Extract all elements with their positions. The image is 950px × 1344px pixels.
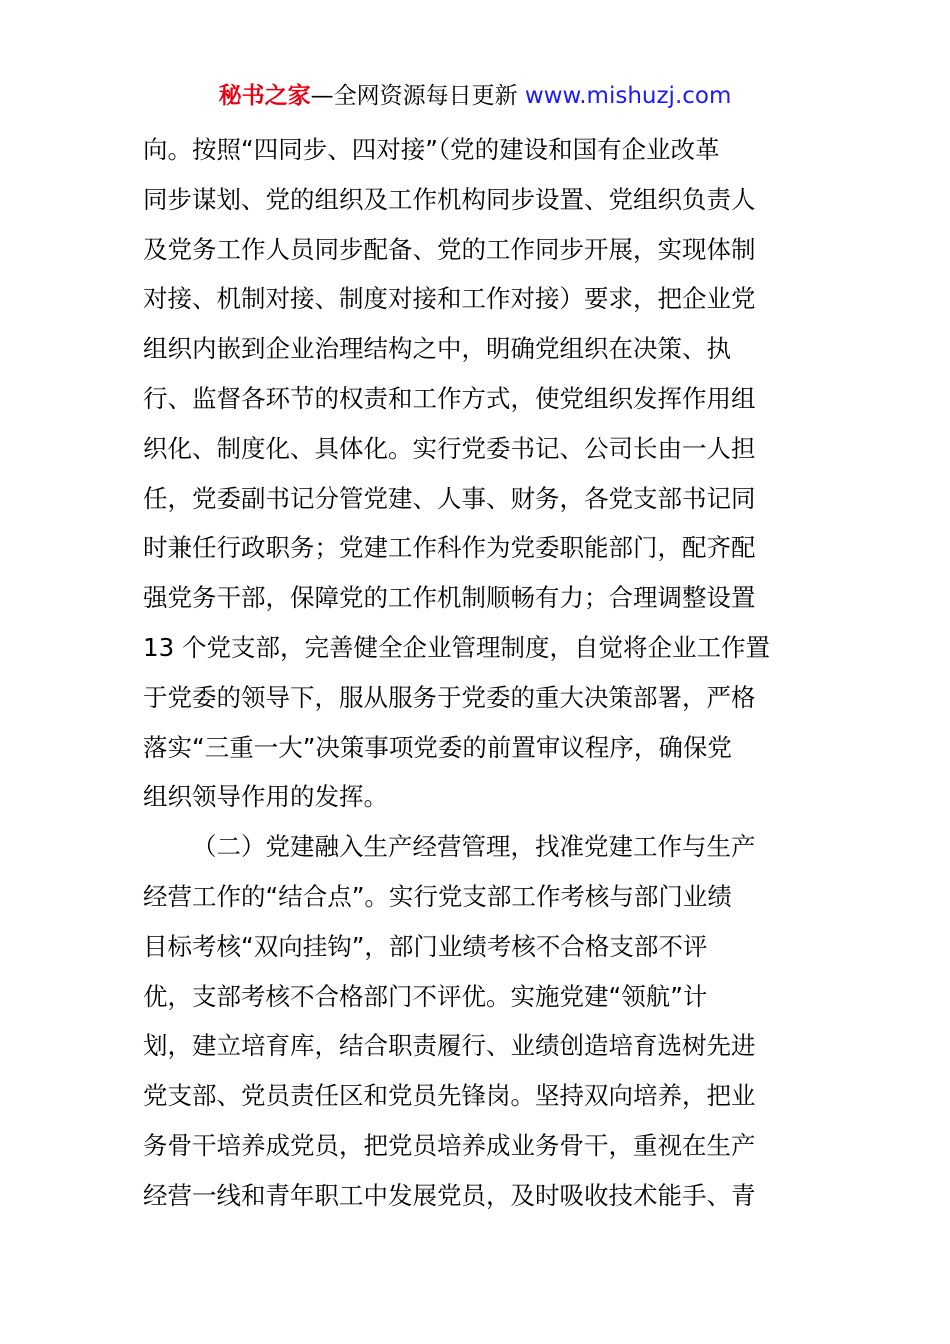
text-line: 任，党委副书记分管党建、人事、财务，各党支部书记同	[143, 483, 756, 513]
text-line: 务骨干培养成党员，把党员培养成业务骨干，重视在生产	[143, 1130, 756, 1160]
text-line: 于党委的领导下，服从服务于党委的重大决策部署，严格	[143, 682, 756, 712]
page-header	[0, 80, 950, 112]
text-line: 经营工作的“结合点”。实行党支部工作考核与部门业绩	[143, 881, 732, 911]
text-line: 及党务工作人员同步配备、党的工作同步开展，实现体制	[143, 234, 756, 264]
text-line: 目标考核“双向挂钩”，部门业绩考核不合格支部不评	[143, 931, 708, 961]
text-line: 同步谋划、党的组织及工作机构同步设置、党组织负责人	[143, 184, 756, 214]
text-line: 对接、机制对接、制度对接和工作对接）要求，把企业党	[143, 284, 756, 314]
text-line: 行、监督各环节的权责和工作方式，使党组织发挥作用组	[143, 383, 756, 413]
text-line: 13 个党支部，完善健全企业管理制度，自觉将企业工作置	[143, 632, 770, 662]
text-line: 党支部、党员责任区和党员先锋岗。坚持双向培养，把业	[143, 1081, 756, 1111]
site-url-link[interactable]: www.mishuzj.com	[524, 83, 732, 109]
text-line: 强党务干部，保障党的工作机制顺畅有力；合理调整设置	[143, 583, 756, 613]
text-line: 落实“三重一大”决策事项党委的前置审议程序，确保党	[143, 732, 732, 762]
text-line: 组织领导作用的发挥。	[143, 782, 388, 812]
text-line: 织化、制度化、具体化。实行党委书记、公司长由一人担	[143, 433, 756, 463]
text-line: 经营一线和青年职工中发展党员，及时吸收技术能手、青	[143, 1180, 756, 1210]
text-line: 优，支部考核不合格部门不评优。实施党建“领航”计	[143, 981, 708, 1011]
text-line: 向。按照“四同步、四对接”（党的建设和国有企业改革	[143, 135, 720, 164]
section-heading-line: （二）党建融入生产经营管理，找准党建工作与生产	[192, 832, 756, 862]
text-line: 组织内嵌到企业治理结构之中，明确党组织在决策、执	[143, 334, 731, 364]
document-body	[143, 125, 815, 1221]
header-tagline: —全网资源每日更新	[310, 83, 518, 109]
brand-name: 秘书之家	[218, 83, 311, 109]
text-line: 划，建立培育库，结合职责履行、业绩创造培育选树先进	[143, 1031, 756, 1061]
text-line: 时兼任行政职务；党建工作科作为党委职能部门，配齐配	[143, 533, 756, 563]
